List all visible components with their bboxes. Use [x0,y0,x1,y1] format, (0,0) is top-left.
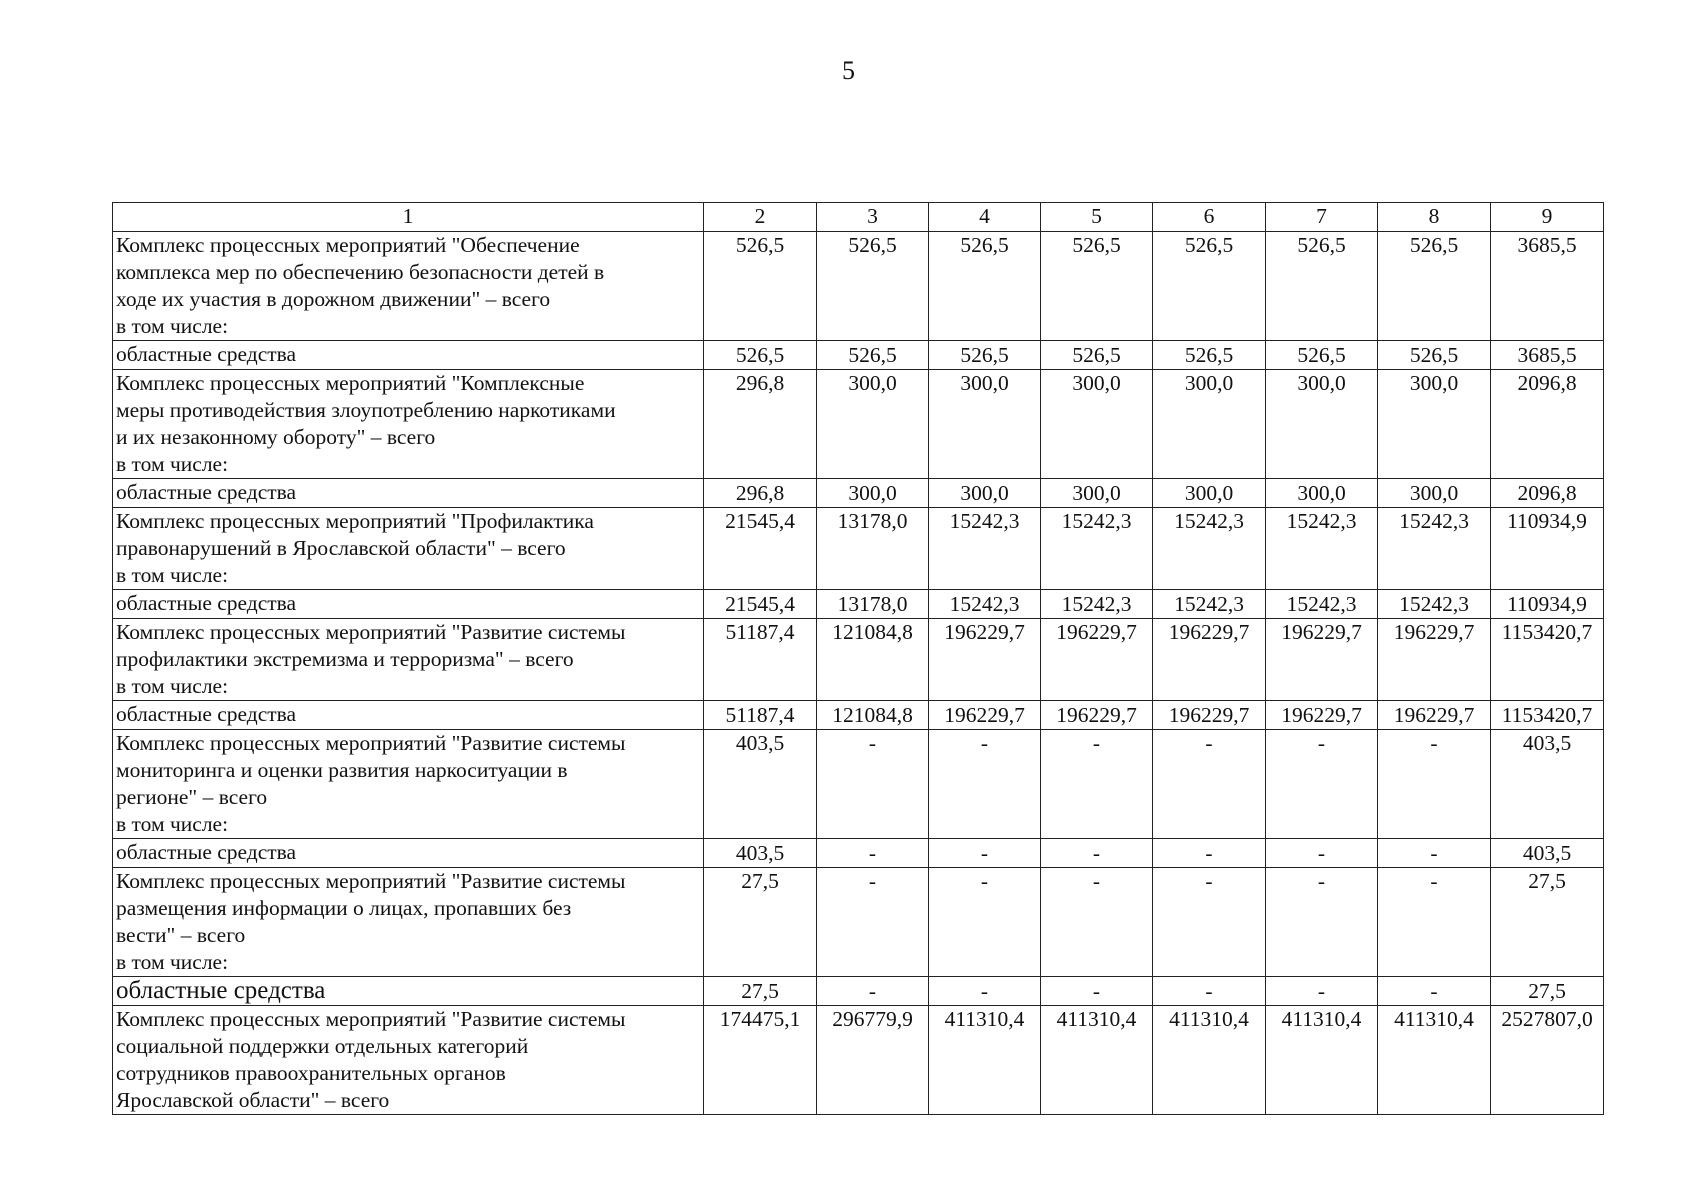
value-cell: - [817,839,929,868]
value-cell: - [1041,730,1153,839]
value-cell: 196229,7 [929,619,1041,701]
program-name-cell: Комплекс процессных мероприятий "Профилактика правонарушений в Ярославской области" – всего в том числе: [113,508,704,590]
value-cell: 13178,0 [817,508,929,590]
value-cell: 15242,3 [929,590,1041,619]
value-cell: 300,0 [1153,370,1266,479]
value-cell: 526,5 [1266,341,1378,370]
value-cell: 15242,3 [1041,508,1153,590]
table-row [113,730,1604,839]
value-cell: 2096,8 [1491,370,1604,479]
value-cell: - [1153,839,1266,868]
value-cell: 15242,3 [1153,508,1266,590]
value-cell: 526,5 [1153,341,1266,370]
value-cell: 13178,0 [817,590,929,619]
table-row [113,232,1604,341]
value-cell: 300,0 [817,479,929,508]
budget-table [112,202,1604,1115]
column-header: 9 [1491,203,1604,232]
table-subrow [113,839,1604,868]
value-cell: - [817,977,929,1006]
value-cell: 300,0 [1378,479,1491,508]
column-header: 5 [1041,203,1153,232]
value-cell: 300,0 [1378,370,1491,479]
column-header: 2 [704,203,817,232]
table-subrow [113,977,1604,1006]
program-name-cell: Комплекс процессных мероприятий "Комплексные меры противодействия злоупотреблению наркотиками и их незаконному обороту" – всего в том числе: [113,370,704,479]
table-row [113,1006,1604,1115]
value-cell: - [1153,868,1266,977]
value-cell: 196229,7 [929,701,1041,730]
value-cell: 411310,4 [929,1006,1041,1115]
value-cell: 196229,7 [1266,701,1378,730]
value-cell: - [1378,730,1491,839]
column-header: 3 [817,203,929,232]
column-header: 4 [929,203,1041,232]
table-body [113,203,1604,1115]
funding-source-cell: областные средства [113,341,704,370]
value-cell: - [1266,730,1378,839]
funding-source-cell: областные средства [113,701,704,730]
funding-source-cell: областные средства [113,479,704,508]
value-cell: 110934,9 [1491,590,1604,619]
value-cell: 3685,5 [1491,232,1604,341]
value-cell: 526,5 [817,232,929,341]
value-cell: 51187,4 [704,701,817,730]
value-cell: 21545,4 [704,590,817,619]
value-cell: 27,5 [704,977,817,1006]
value-cell: 403,5 [704,730,817,839]
program-name-cell: Комплекс процессных мероприятий "Обеспечение комплекса мер по обеспечению безопасности детей в ходе их участия в дорожном движении" – всего в том числе: [113,232,704,341]
value-cell: 51187,4 [704,619,817,701]
value-cell: 15242,3 [929,508,1041,590]
value-cell: 411310,4 [1378,1006,1491,1115]
value-cell: 196229,7 [1041,701,1153,730]
value-cell: - [817,730,929,839]
value-cell: 300,0 [1266,479,1378,508]
value-cell: 121084,8 [817,619,929,701]
value-cell: 174475,1 [704,1006,817,1115]
table-header-row [113,203,1604,232]
value-cell: - [1266,977,1378,1006]
value-cell: 296,8 [704,370,817,479]
value-cell: 121084,8 [817,701,929,730]
value-cell: 300,0 [1153,479,1266,508]
value-cell: 15242,3 [1378,590,1491,619]
value-cell: - [929,977,1041,1006]
column-header: 7 [1266,203,1378,232]
value-cell: 1153420,7 [1491,619,1604,701]
column-header: 1 [113,203,704,232]
funding-source-cell: областные средства [113,977,704,1006]
table-subrow [113,590,1604,619]
value-cell: - [817,868,929,977]
value-cell: 526,5 [704,341,817,370]
value-cell: - [1041,868,1153,977]
table-row [113,619,1604,701]
value-cell: 196229,7 [1378,701,1491,730]
value-cell: 403,5 [704,839,817,868]
value-cell: 1153420,7 [1491,701,1604,730]
value-cell: 411310,4 [1266,1006,1378,1115]
value-cell: 15242,3 [1266,508,1378,590]
value-cell: 196229,7 [1153,701,1266,730]
value-cell: 15242,3 [1378,508,1491,590]
value-cell: 403,5 [1491,839,1604,868]
value-cell: 526,5 [929,232,1041,341]
value-cell: 21545,4 [704,508,817,590]
value-cell: - [1378,977,1491,1006]
value-cell: 27,5 [1491,868,1604,977]
value-cell: 300,0 [1041,479,1153,508]
table-subrow [113,479,1604,508]
value-cell: 196229,7 [1378,619,1491,701]
value-cell: 27,5 [704,868,817,977]
value-cell: 15242,3 [1041,590,1153,619]
value-cell: - [1153,977,1266,1006]
value-cell: - [1041,977,1153,1006]
value-cell: 296779,9 [817,1006,929,1115]
table-row [113,370,1604,479]
value-cell: 411310,4 [1041,1006,1153,1115]
value-cell: 300,0 [1041,370,1153,479]
value-cell: 526,5 [1041,232,1153,341]
value-cell: 526,5 [1378,232,1491,341]
value-cell: - [1041,839,1153,868]
value-cell: - [1153,730,1266,839]
value-cell: 3685,5 [1491,341,1604,370]
value-cell: 296,8 [704,479,817,508]
value-cell: 2096,8 [1491,479,1604,508]
program-name-cell: Комплекс процессных мероприятий "Развитие системы социальной поддержки отдельных категорий сотрудников правоохранительных органов Ярославской области" – всего [113,1006,704,1115]
funding-source-cell: областные средства [113,590,704,619]
value-cell: 15242,3 [1153,590,1266,619]
value-cell: 196229,7 [1266,619,1378,701]
column-header: 8 [1378,203,1491,232]
value-cell: 526,5 [817,341,929,370]
table-subrow [113,341,1604,370]
page-number: 5 [842,56,855,85]
value-cell: 526,5 [929,341,1041,370]
program-name-cell: Комплекс процессных мероприятий "Развитие системы размещения информации о лицах, пропавших без вести" – всего в том числе: [113,868,704,977]
value-cell: 411310,4 [1153,1006,1266,1115]
value-cell: - [929,839,1041,868]
value-cell: 526,5 [1153,232,1266,341]
value-cell: 27,5 [1491,977,1604,1006]
value-cell: 196229,7 [1153,619,1266,701]
funding-source-cell: областные средства [113,839,704,868]
value-cell: 526,5 [704,232,817,341]
value-cell: 300,0 [1266,370,1378,479]
value-cell: 196229,7 [1041,619,1153,701]
table-row [113,508,1604,590]
table-subrow [113,701,1604,730]
value-cell: - [1266,868,1378,977]
program-name-cell: Комплекс процессных мероприятий "Развитие системы мониторинга и оценки развития наркоситуации в регионе" – всего в том числе: [113,730,704,839]
table-row [113,868,1604,977]
value-cell: 526,5 [1266,232,1378,341]
value-cell: - [1378,839,1491,868]
value-cell: 110934,9 [1491,508,1604,590]
value-cell: 526,5 [1378,341,1491,370]
value-cell: 526,5 [1041,341,1153,370]
value-cell: 300,0 [929,479,1041,508]
value-cell: 403,5 [1491,730,1604,839]
program-name-cell: Комплекс процессных мероприятий "Развитие системы профилактики экстремизма и терроризма" – всего в том числе: [113,619,704,701]
value-cell: - [929,868,1041,977]
value-cell: 2527807,0 [1491,1006,1604,1115]
value-cell: - [1378,868,1491,977]
value-cell: 300,0 [929,370,1041,479]
value-cell: - [1266,839,1378,868]
value-cell: 300,0 [817,370,929,479]
column-header: 6 [1153,203,1266,232]
value-cell: 15242,3 [1266,590,1378,619]
value-cell: - [929,730,1041,839]
